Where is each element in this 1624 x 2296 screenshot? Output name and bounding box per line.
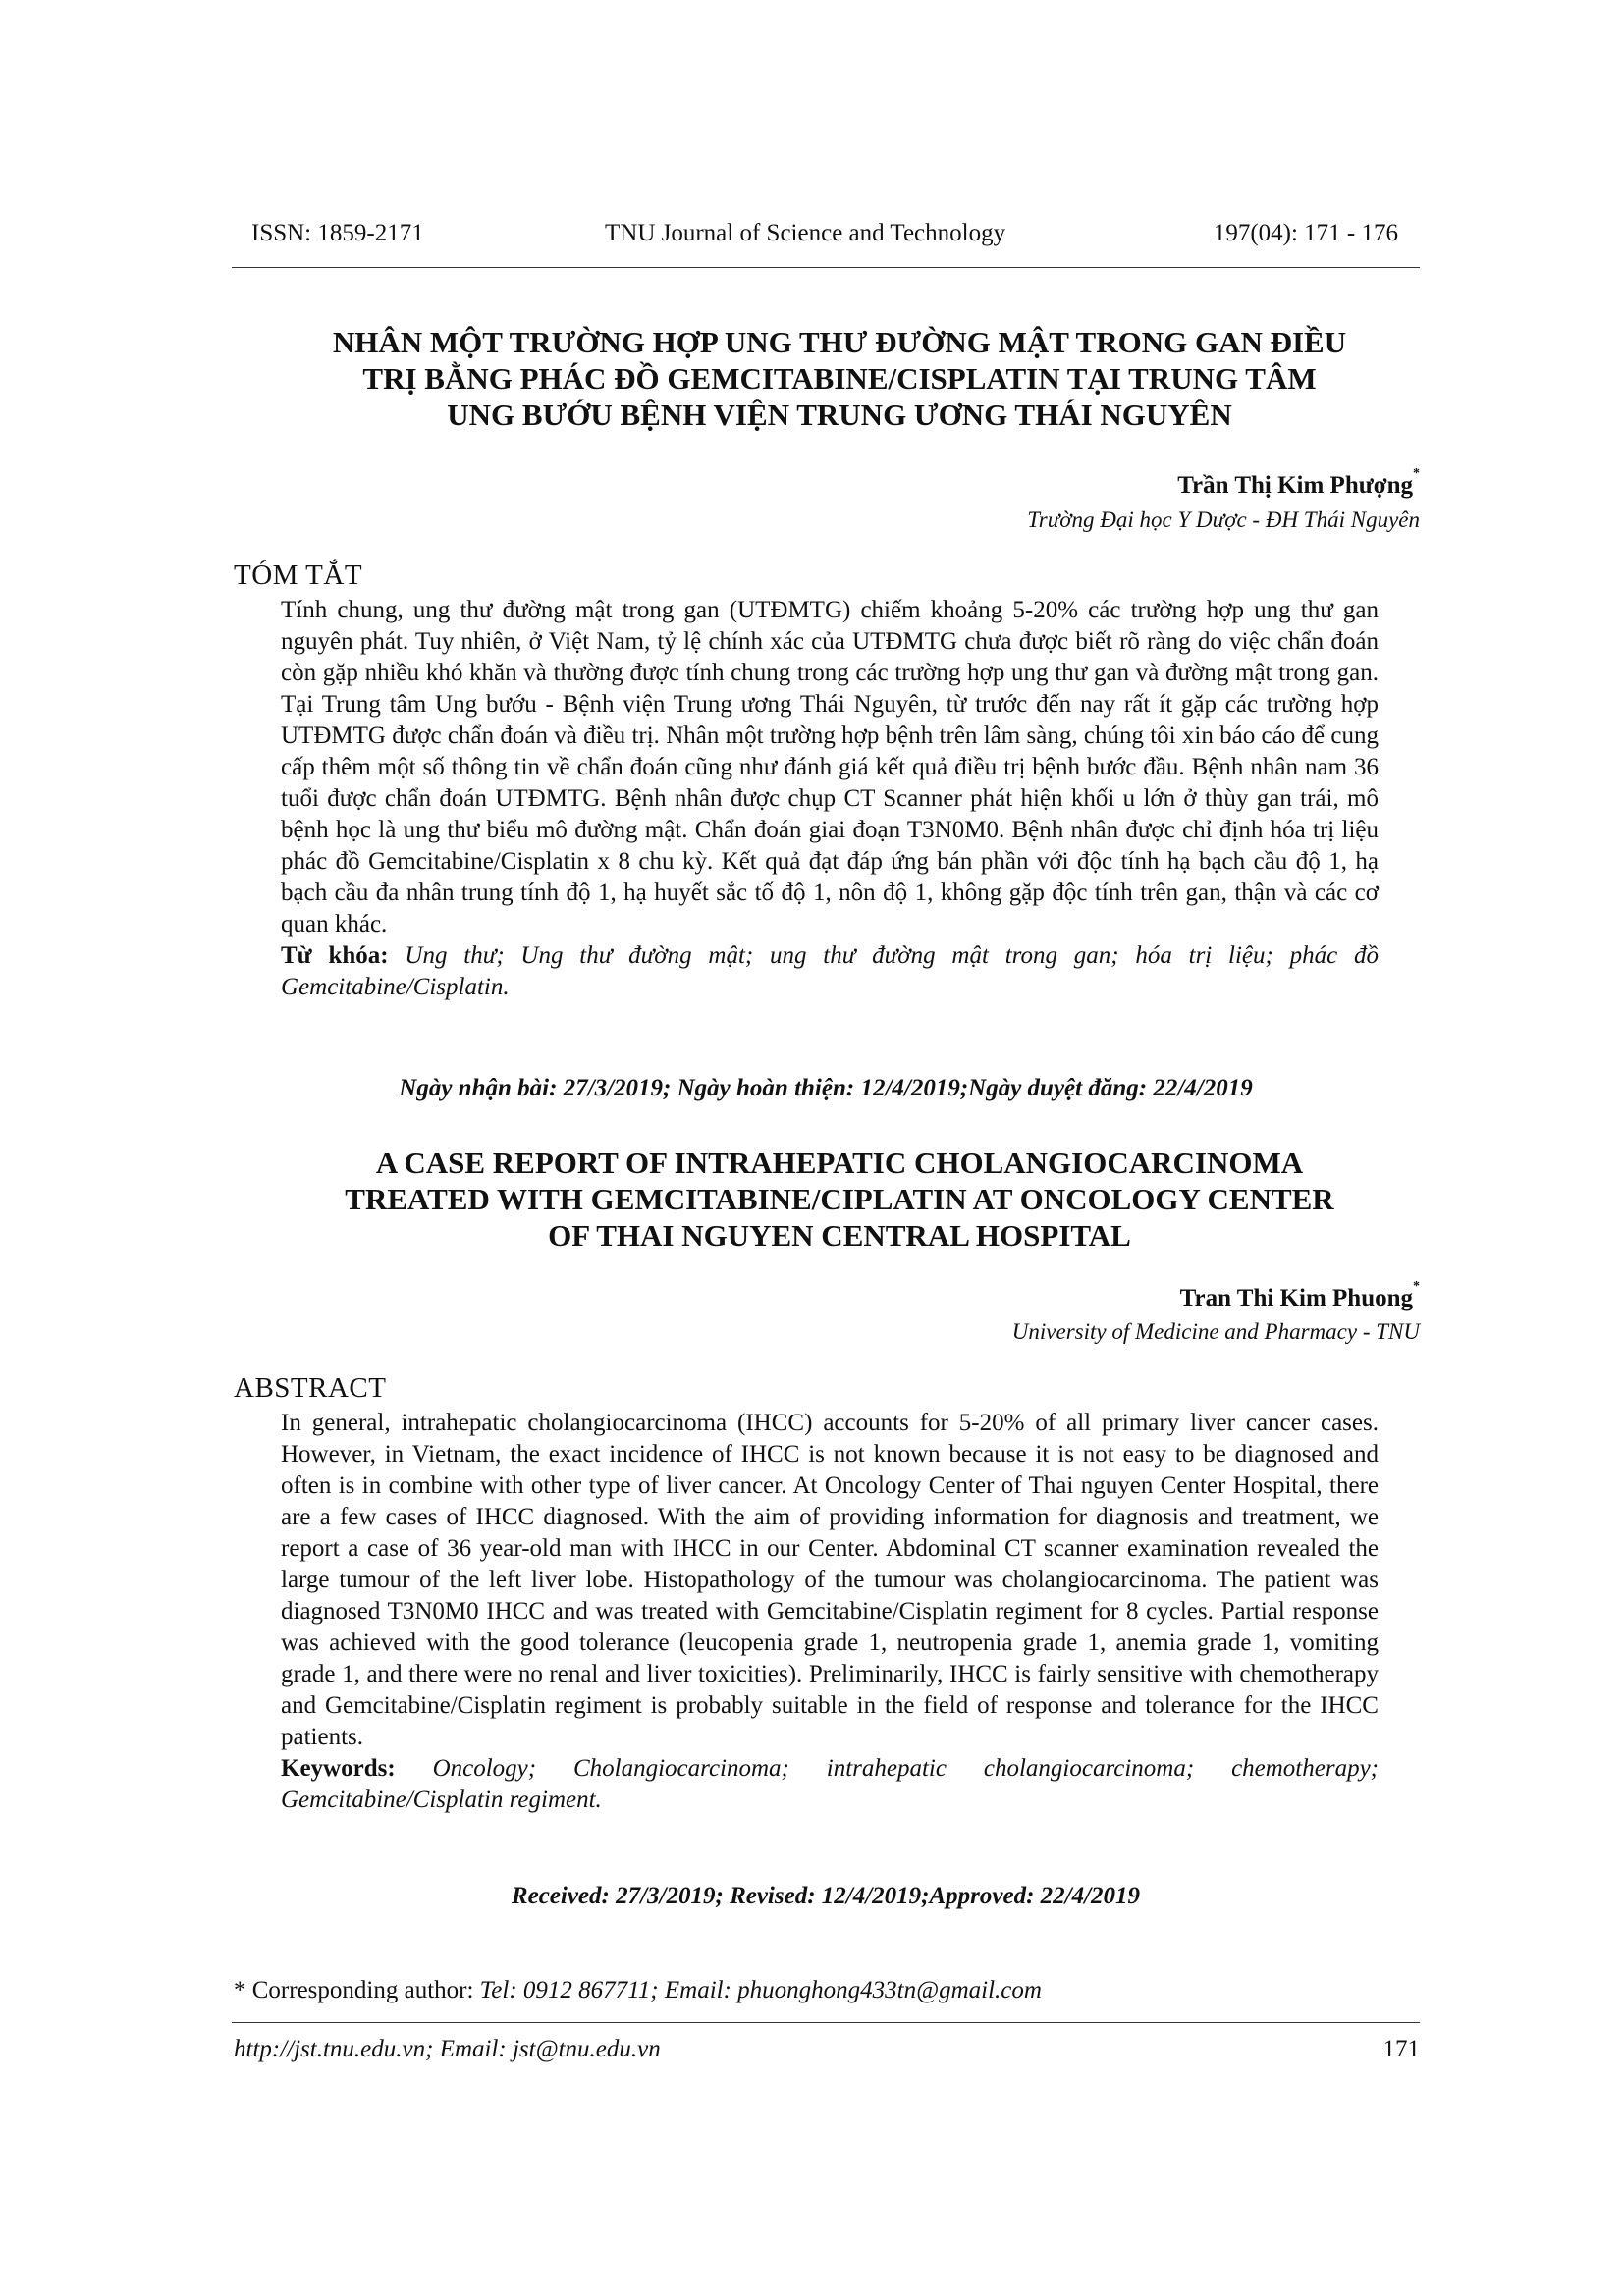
keywords-label: Keywords:	[281, 1755, 396, 1782]
volume-pages: 197(04): 171 - 176	[1213, 220, 1398, 246]
title-en-line-2: TREATED WITH GEMCITABINE/CIPLATIN AT ONCOLOGY CENTER	[345, 1182, 1334, 1216]
footnote-contact: Tel: 0912 867711; Email: phuonghong433tn@gmail.com	[479, 1977, 1042, 2003]
author-name: Trần Thị Kim Phượng	[1177, 472, 1413, 499]
affiliation-english: University of Medicine and Pharmacy - TNU	[1011, 1319, 1420, 1344]
issn: ISSN: 1859-2171	[251, 220, 424, 246]
page-number: 171	[1382, 2036, 1420, 2062]
heading-abstract: ABSTRACT	[234, 1372, 387, 1404]
keywords-label: Từ khóa:	[281, 942, 389, 969]
author-name: Tran Thi Kim Phuong	[1179, 1285, 1413, 1311]
keywords-text: Ung thư; Ung thư đường mật; ung thư đường mật trong gan; hóa trị liệu; phác đồ Gemcitabine/Cisplatin.	[281, 942, 1380, 1000]
header-rule	[232, 267, 1420, 268]
title-en-line-3: OF THAI NGUYEN CENTRAL HOSPITAL	[548, 1218, 1131, 1253]
author-mark: *	[1413, 1279, 1420, 1294]
footnote-label: * Corresponding author:	[234, 1977, 474, 2003]
corresponding-author-footnote	[234, 1977, 1042, 2004]
keywords-text: Oncology; Cholangiocarcinoma; intrahepatic cholangiocarcinoma; chemotherapy; Gemcitabine/Cisplatin regiment.	[281, 1755, 1380, 1813]
footer-links: http://jst.tnu.edu.vn; Email: jst@tnu.edu.vn	[234, 2036, 661, 2062]
journal-name: TNU Journal of Science and Technology	[605, 220, 1006, 246]
title-vn-line-1: NHÂN MỘT TRƯỜNG HỢP UNG THƯ ĐƯỜNG MẬT TRONG GAN ĐIỀU	[332, 325, 1347, 359]
footer-rule	[232, 2022, 1420, 2023]
author-english	[1179, 1279, 1420, 1312]
title-vn-line-2: TRỊ BẰNG PHÁC ĐỒ GEMCITABINE/CISPLATIN TẠI TRUNG TÂM	[362, 361, 1317, 396]
abstract-en-text: In general, intrahepatic cholangiocarcinoma (IHCC) accounts for 5-20% of all primary liver cancer cases. However, in Vietnam, the exact incidence of IHCC is not known because it is not easy to be diagnosed and often is in combine with other type of liver cancer. At Oncology Center of Thai nguyen Center Hospital, there are a few cases of IHCC diagnosed. With the aim of providing information for diagnosis and treatment, we report a case of 36 year-old man with IHCC in our Center. Abdominal CT scanner examination revealed the large tumour of the left liver lobe. Histopathology of the tumour was cholangiocarcinoma. The patient was diagnosed T3N0M0 IHCC and was treated with Gemcitabine/Cisplatin regiment for 8 cycles. Partial response was achieved with the good tolerance (leucopenia grade 1, neutropenia grade 1, anemia grade 1, vomiting grade 1, and there were no renal and liver toxicities). Preliminarily, IHCC is fairly sensitive with chemotherapy and Gemcitabine/Cisplatin regiment is probably suitable in the field of response and tolerance for the IHCC patients.	[281, 1410, 1379, 1750]
author-vietnamese	[1177, 466, 1420, 500]
abstract-english	[281, 1408, 1379, 1816]
abstract-vietnamese	[281, 595, 1379, 1003]
title-vn-line-3: UNG BƯỚU BỆNH VIỆN TRUNG ƯƠNG THÁI NGUYÊN	[447, 398, 1232, 432]
title-english	[275, 1145, 1404, 1254]
affiliation-vietnamese: Trường Đại học Y Dược - ĐH Thái Nguyên	[1027, 507, 1420, 532]
author-mark: *	[1413, 466, 1420, 481]
heading-tom-tat: TÓM TẮT	[234, 560, 363, 591]
dates-vietnamese: Ngày nhận bài: 27/3/2019; Ngày hoàn thiện: 12/4/2019;Ngày duyệt đăng: 22/4/2019	[399, 1075, 1253, 1101]
running-header	[232, 220, 1420, 259]
keywords-english	[281, 1753, 1379, 1816]
abstract-vn-text: Tính chung, ung thư đường mật trong gan (UTĐMTG) chiếm khoảng 5-20% các trường hợp ung thư gan nguyên phát. Tuy nhiên, ở Việt Nam, tỷ lệ chính xác của UTĐMTG chưa được biết rõ ràng do việc chẩn đoán còn gặp nhiều khó khăn và thường được tính chung trong các trường hợp ung thư gan và đường mật trong gan. Tại Trung tâm Ung bướu - Bệnh viện Trung ương Thái Nguyên, từ trước đến nay rất ít gặp các trường hợp UTĐMTG được chẩn đoán và điều trị. Nhân một trường hợp bệnh trên lâm sàng, chúng tôi xin báo cáo để cung cấp thêm một số thông tin về chẩn đoán cũng như đánh giá kết quả điều trị bệnh bước đầu. Bệnh nhân nam 36 tuổi được chẩn đoán UTĐMTG. Bệnh nhân được chụp CT Scanner phát hiện khối u lớn ở thùy gan trái, mô bệnh học là ung thư biểu mô đường mật. Chẩn đoán giai đoạn T3N0M0. Bệnh nhân được chỉ định hóa trị liệu phác đồ Gemcitabine/Cisplatin x 8 chu kỳ. Kết quả đạt đáp ứng bán phần với độc tính hạ bạch cầu độ 1, hạ bạch cầu đa nhân trung tính độ 1, hạ huyết sắc tố độ 1, nôn độ 1, không gặp độc tính trên gan, thận và các cơ quan khác.	[281, 597, 1379, 937]
keywords-vietnamese	[281, 940, 1379, 1003]
title-en-line-1: A CASE REPORT OF INTRAHEPATIC CHOLANGIOCARCINOMA	[375, 1146, 1304, 1180]
title-vietnamese	[275, 324, 1404, 433]
dates-english: Received: 27/3/2019; Revised: 12/4/2019;Approved: 22/4/2019	[511, 1883, 1141, 1909]
